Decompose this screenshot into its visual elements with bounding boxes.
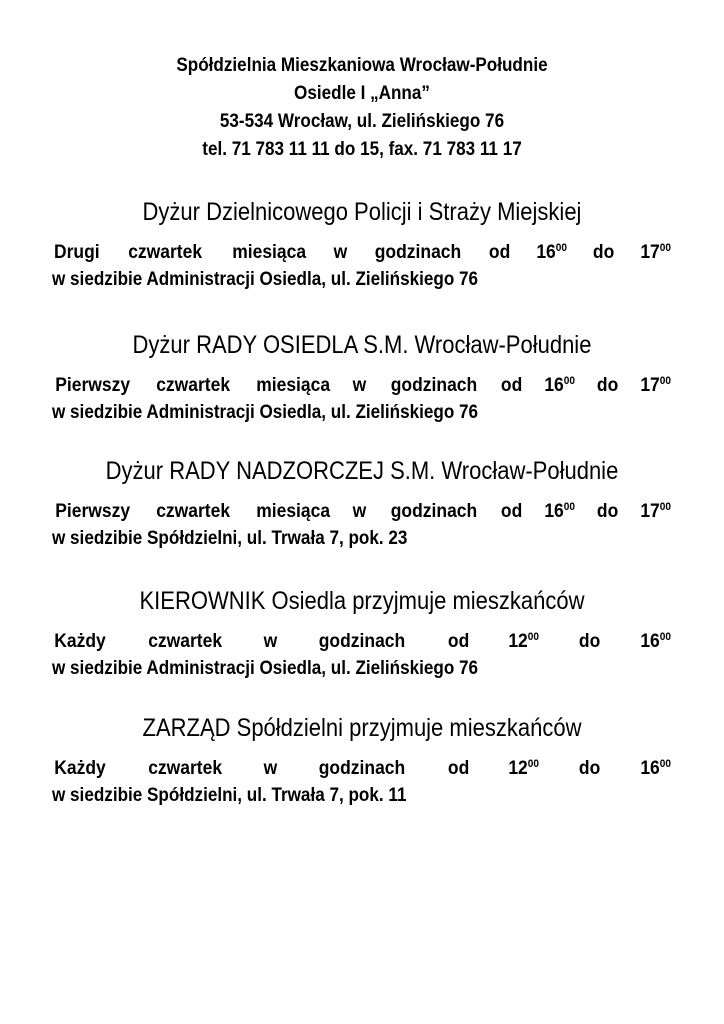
hour: 17 [639,501,660,522]
schedule-word: w [353,501,367,522]
schedule-word: godzinach [318,758,406,779]
section-schedule [52,755,672,809]
schedule-word: czwartek [148,758,223,779]
minutes: 00 [659,631,671,643]
to-word: do [578,758,601,779]
schedule-line [52,628,672,655]
hour: 16 [544,375,564,396]
section-schedule [52,628,672,682]
section-schedule [52,498,672,552]
hour: 12 [508,758,528,779]
schedule-word: od [501,501,523,522]
hour: 17 [639,375,660,396]
schedule-word: w [263,631,278,652]
location-line: w siedzibie Administracji Osiedla, ul. Zielińskiego 76 [52,402,479,423]
minutes: 00 [563,501,576,513]
minutes: 00 [659,242,671,254]
to-word: do [592,242,615,263]
schedule-word: od [447,631,469,652]
schedule-word: od [447,758,469,779]
minutes: 00 [659,758,671,770]
hour: 16 [544,501,564,522]
location-line: w siedzibie Spółdzielni, ul. Trwała 7, pok. 11 [52,785,407,806]
duty-section [52,330,672,426]
start-time [544,372,575,399]
section-title: KIEROWNIK Osiedla przyjmuje mieszkańców [139,587,585,615]
start-time [536,239,567,266]
header-block [36,52,688,164]
location-line: w siedzibie Administracji Osiedla, ul. Zielińskiego 76 [52,658,479,679]
minutes: 00 [555,242,568,254]
schedule-word: Każdy [54,758,106,779]
end-time [640,498,671,525]
estate-name: Osiedle I „Anna” [294,83,430,104]
cooperative-name: Spółdzielnia Mieszkaniowa Wrocław-Południe [176,55,548,76]
duty-section [52,586,672,682]
hour: 12 [508,631,528,652]
schedule-word: godzinach [390,501,477,522]
start-time [508,755,539,782]
schedule-word: czwartek [156,375,230,396]
schedule-word: czwartek [128,242,203,263]
schedule-line [52,239,672,266]
start-time [508,628,539,655]
schedule-word: godzinach [374,242,462,263]
schedule-word: czwartek [156,501,230,522]
minutes: 00 [527,631,540,643]
schedule-line [52,498,672,525]
hour: 16 [536,242,556,263]
schedule-word: w [263,758,278,779]
to-word: do [596,375,619,396]
section-title: Dyżur RADY OSIEDLA S.M. Wrocław-Południe [132,331,592,359]
section-title: Dyżur Dzielnicowego Policji i Straży Miejskiej [142,198,582,226]
schedule-word: od [489,242,511,263]
schedule-line [52,755,672,782]
end-time [640,755,671,782]
end-time [640,628,671,655]
hour: 17 [639,242,660,263]
hour: 16 [639,758,660,779]
schedule-word: miesiąca [255,375,330,396]
phone-fax: tel. 71 783 11 11 do 15, fax. 71 783 11 17 [202,139,522,160]
duty-section [52,456,672,552]
schedule-word: miesiąca [232,242,306,263]
to-word: do [596,501,619,522]
to-word: do [578,631,601,652]
hour: 16 [639,631,660,652]
minutes: 00 [659,375,671,387]
location-line: w siedzibie Administracji Osiedla, ul. Zielińskiego 76 [52,269,479,290]
section-title: Dyżur RADY NADZORCZEJ S.M. Wrocław-Południe [105,457,619,485]
duty-section [52,197,672,293]
section-schedule [52,372,672,426]
minutes: 00 [527,758,540,770]
schedule-word: Drugi [53,242,100,263]
schedule-word: miesiąca [255,501,330,522]
end-time [640,372,671,399]
minutes: 00 [659,501,671,513]
schedule-line [52,372,672,399]
location-line: w siedzibie Spółdzielni, ul. Trwała 7, pok. 23 [52,528,408,549]
end-time [640,239,671,266]
schedule-word: godzinach [390,375,477,396]
minutes: 00 [563,375,576,387]
schedule-word: czwartek [148,631,223,652]
start-time [544,498,575,525]
schedule-word: w [333,242,347,263]
schedule-word: Pierwszy [55,501,131,522]
schedule-word: od [501,375,523,396]
section-title: ZARZĄD Spółdzielni przyjmuje mieszkańców [142,714,582,742]
schedule-word: w [353,375,367,396]
section-schedule [52,239,672,293]
schedule-word: godzinach [318,631,406,652]
schedule-word: Każdy [54,631,106,652]
schedule-word: Pierwszy [55,375,131,396]
address: 53-534 Wrocław, ul. Zielińskiego 76 [219,111,505,132]
duty-section [52,713,672,809]
